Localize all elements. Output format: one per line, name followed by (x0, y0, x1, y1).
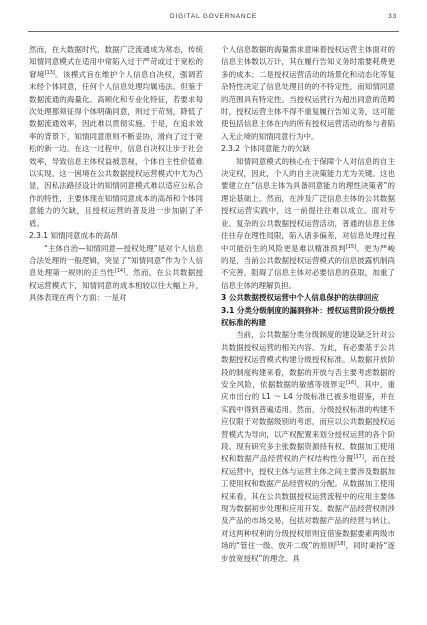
header-rule (28, 31, 399, 32)
citation: [13] (44, 69, 55, 76)
paragraph: 当前，公共数据分类分级制度的建设缺乏针对公共数据授权运营的相关内容。为此，有必要基于公共数据授权运营模式构建分级授权标准。从数据开放阶段的制度构建来看，数据的开放与否主要考虑数据的安全风险，依据数据的敏感等级界定[16]。其中，重庆市出台的 L1 ～ L4 分级标准已被多地借鉴，并在实践中得到普遍适用。然而，分级授权标准的构建不应仅限于对数据级别的考虑，而应以公共数据授权运营模式为导向，以产权配置来划分授权运营的各个阶段。现有研究多主张数据资源持有权、数据加工使用权和数据产品经营权的产权结构性分置[17]，而在授权运营中，授权主体与运营主体之间主要涉及数据加工使用权和数据产品经营权的分配。从数据加工使用权来看，其在公共数据授权运营流程中的应用主要体现为数据初步处理和应用开发。数据产品经营权则涉及产品的市场交易，包括对数据产品的经营与转让。对这两种权利的分级授权原则宜借鉴数据要素两级市场的“管住一级、放开二级”的原则[18]，同时秉持“逐步放宽授权”的理念。具 (221, 330, 395, 563)
subsection-heading: 2.3.1 知情同意成本的高昂 (29, 231, 118, 241)
paragraph: 个人信息数据的海量需求意味着授权运营主体面对的信息主体数以万计，其在履行告知义务时需要耗费更多的成本；二是授权运营活动的场景化和动态化等复杂特性决定了信息处理目的的不特定性，而知情同意的范围具有特定性。当授权运营行为超出同意的范畴时，授权运营主体不得不重复履行告知义务，这可能使包括信息主体在内的所有授权运营活动的参与者陷入无止境的知情同意行为中。 (221, 45, 395, 141)
paragraph: 知情同意模式的核心在于保障个人对信息的自主决定权，因此，个人的自主决策能力尤为关键。这也要建立在“信息主体为具备同意能力的理性决策者”的理论基础上。然而，在涉及广泛信息主体的公共数据授权运营实践中，这一前提往往难以成立。面对专业、复杂的公共数据授权运营活动，普通的信息主体往往存在理性局限，陷入诸多偏差，对信息处理过程中可能衍生的风险更是难以精准预判[15]。更为严峻的是，当前公共数据授权运营模式的信息披露机制尚不完善，阻碍了信息主体对必要信息的获取，加重了信息主体的理解负担。 (221, 156, 395, 290)
section-heading: 3 公共数据授权运营中个人信息保护的法律回应 (221, 293, 379, 303)
citation: [18] (335, 541, 346, 548)
paragraph: “主体自治—知情同意—授权处理”是对个人信息合法处理的一般逻辑，突显了“知情同意”作为个人信息处理第一规则的正当性[14]。然而，在公共数据授权运营模式下，知情同意的成本相较以往大幅上升，具体表现在两个方面：一是对 (29, 243, 203, 303)
subsection-heading-bold: 3.1 分类分级制度的漏洞弥补：授权运营阶段分级授权标准的构建 (221, 305, 395, 327)
paragraph: 然而，在大数据时代，数据广泛流通成为常态，传统知情同意模式在适用中常陷入过于严苛或过于宽松的窘境[13]。该模式旨在维护个人信息自决权，强调若未经个体同意，任何个人信息处理均属违法。但鉴于数据流通的海量化、高频化和专业化特征，若要求每次处理都须征得个体明确同意，则过于苛刻，降低了数据流通效率，因此难以贯彻实施。于是，在追求效率的背景下，知情同意原则不断妥协，滑向了过于宽松的新一边。在这一过程中，信息自决权让步于社会效率，导致信息主体权益被忽视，个体自主性价值难以实现。这一困境在公共数据授权运营模式中尤为凸显，因私法路径设计的知情同意模式难以适应公私合作的特性，主要体现在知情同意成本的高昂和个体同意能力的欠缺，且授权运营的普及进一步加剧了矛盾。 (29, 45, 203, 228)
subsection-heading: 2.3.2 个体同意能力的欠缺 (221, 144, 310, 154)
citation: [15] (345, 243, 357, 250)
citation: [14] (114, 268, 126, 275)
running-header (28, 13, 399, 27)
left-column (29, 44, 203, 305)
right-column (221, 44, 395, 565)
page-number: 33 (388, 13, 397, 20)
journal-title: DIGITAL GOVERNANCE (170, 13, 257, 20)
citation: [17] (353, 454, 364, 461)
citation: [16] (345, 379, 357, 386)
